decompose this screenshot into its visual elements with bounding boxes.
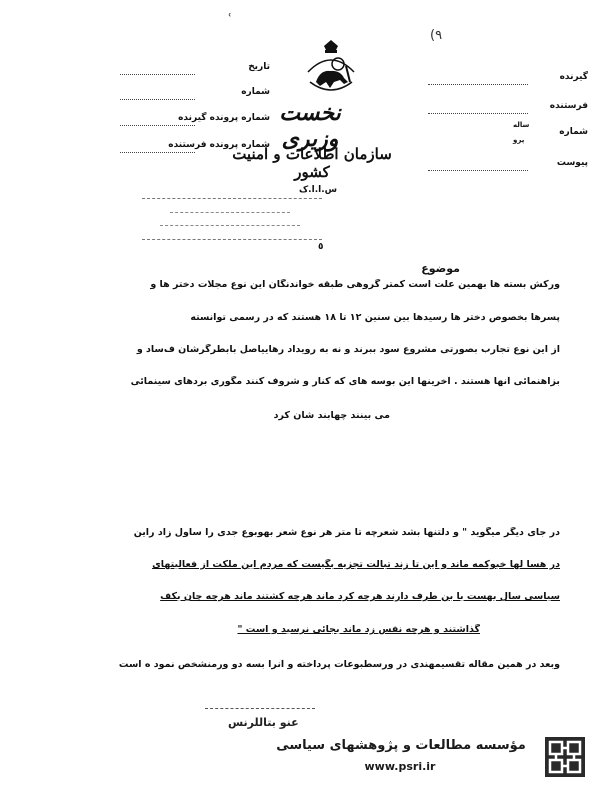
ref-number-field <box>498 127 588 143</box>
body-line-underlined: در هسا لها خبوکمه ماند و این تا زند تبالت تجزیه بگیست که مردم این ملکت از فعالیتهای <box>152 559 560 570</box>
number-label: شماره <box>241 87 270 97</box>
body-line: وبعد در همین مقاله تقسیمهندی در ورسطبوعات پرداخته و آنرا بسه دو ورمنشخص نمود ه است <box>118 659 560 670</box>
subject-label: موضوع <box>421 262 460 275</box>
recipient-file-field <box>130 113 270 129</box>
body-line: بزاهنمائی آنها هستند . آخرینها این بوسه های که کنار و شروف کنند مگوری بردهای سینمائی <box>130 376 560 387</box>
page-mark: (٩ <box>430 28 443 43</box>
sender-field <box>498 101 588 117</box>
sub-label-a: ساله <box>513 121 530 129</box>
body-line: از این نوع تجارب بصورتی مشروع سود ببرند و نه به رویداد رهاییاصل بابطرگرشان ف‌ساد و <box>136 344 560 355</box>
number-field <box>130 87 270 103</box>
institute-watermark: مؤسسه مطالعات و پژوهشهای سیاسی <box>276 738 526 753</box>
office-title: نخست وزیری <box>279 100 341 152</box>
institute-url: www.psri.ir <box>364 760 436 773</box>
ref-number-label: شماره <box>559 127 588 137</box>
body-line: ورکش بسته ها بهمین علت است کمتر گروهی طبقه خواندنگان این نوع مجلات دختر ها و <box>150 279 560 290</box>
body-line-underlined: سیاسی سال بهست با بن طرف دارند هرچه کرد ماند هرچه کشتند ماند هرچه چان بکف <box>160 591 560 602</box>
sub-label-b: پرو <box>513 136 525 144</box>
stamp-line <box>160 225 300 226</box>
date-label: تاریخ <box>248 62 270 72</box>
sender-label: فرستنده <box>549 101 588 111</box>
body-line-underlined: گذاشتند و هرچه نفس زد ماند بجائی نرسید و است " <box>237 624 480 635</box>
document-number: س.ا.ا.ک <box>298 185 338 195</box>
signature: عنو بتاللرنس <box>228 716 299 729</box>
body-line: می بینند چهابند شان کرد <box>273 410 390 421</box>
small-mark: ٥ <box>318 242 324 252</box>
recipient-label: گیرنده <box>559 72 588 82</box>
stamp-line <box>170 212 290 213</box>
recipient-file-label: شماره پرونده گیرنده <box>178 113 270 123</box>
organization-subtitle: سازمان اطلاعات و امنیت کشور <box>232 145 392 181</box>
lion-and-sun-emblem-icon <box>300 38 362 98</box>
date-field <box>130 62 270 78</box>
body-line: پسرها بخصوص دختر ها رسیدها بین سنین ۱۲ تا ۱۸ هستند که در رسمی توانسته <box>190 312 560 323</box>
recipient-field <box>498 72 588 88</box>
attachment-label: پیوست <box>556 158 588 168</box>
institute-logo-icon <box>545 737 585 777</box>
attachment-field <box>498 158 588 174</box>
body-line: در جای دیگر میگوید " و دلتنها بشد شعرچه تا متر هر نوع شعر بهوبوع جدی را ساول زاد راین <box>133 527 560 538</box>
corner-mark-left: ʿ <box>228 12 232 27</box>
signature-line <box>205 708 315 709</box>
sender-file-label: شماره پرونده فرستنده <box>168 140 270 150</box>
faded-stamp-area <box>142 198 322 240</box>
